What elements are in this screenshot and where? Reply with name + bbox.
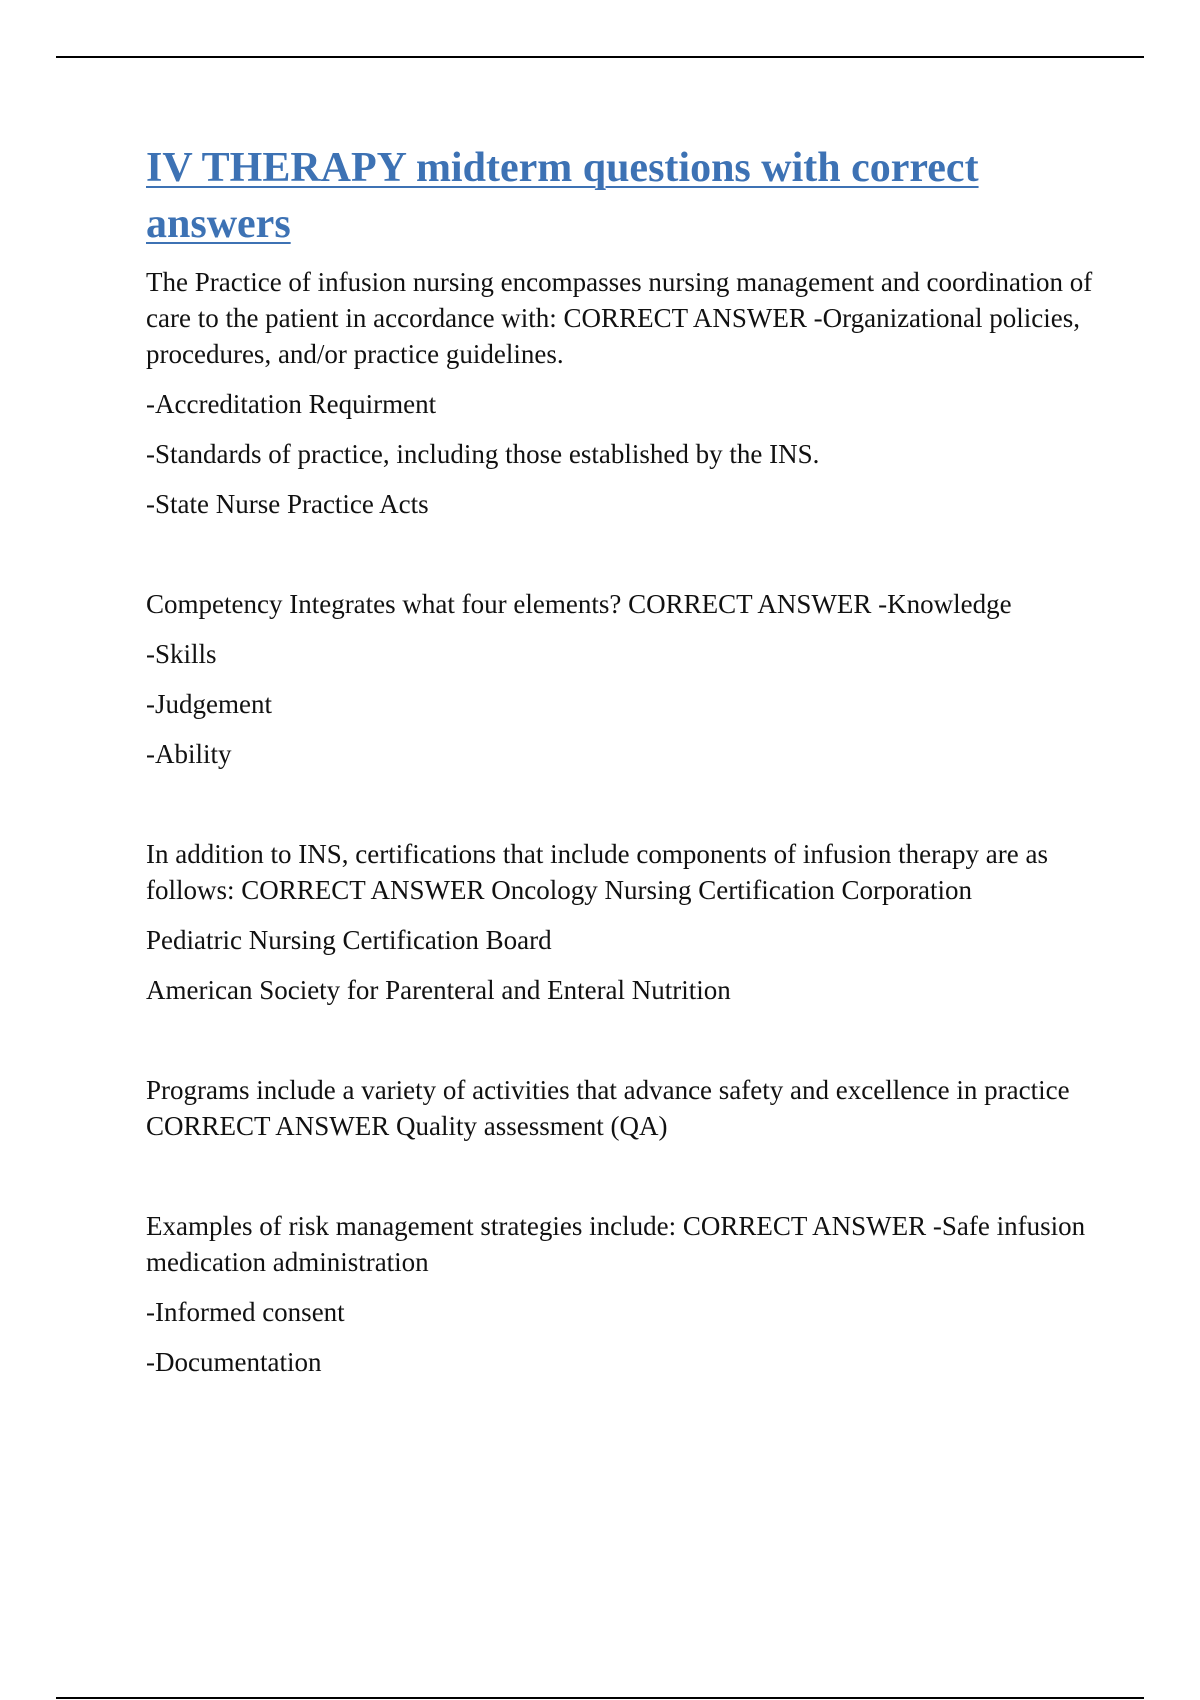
- question-4: Programs include a variety of activities that advance safety and excellence in practice CORRECT ANSWER Quality assessment (QA): [146, 1075, 1070, 1141]
- answer-1-line-3: -State Nurse Practice Acts: [146, 489, 429, 519]
- answer-1-line-1: -Accreditation Requirment: [146, 389, 437, 419]
- question-3: In addition to INS, certifications that include components of infusion therapy are as follows: CORRECT ANSWER Oncology Nursing Certification Corporation: [146, 839, 1049, 905]
- answer-2-line-1: -Skills: [146, 639, 217, 669]
- question-1: The Practice of infusion nursing encompasses nursing management and coordination of care to the patient in accordance with: CORRECT ANSWER -Organizational policies, procedures, and/or practice guidelines.: [146, 267, 1093, 369]
- answer-3-line-2: American Society for Parenteral and Enteral Nutrition: [146, 975, 731, 1005]
- answer-3-line-1: Pediatric Nursing Certification Board: [146, 925, 552, 955]
- bottom-rule: [56, 1697, 1144, 1699]
- answer-5-line-1: -Informed consent: [146, 1297, 345, 1327]
- answer-1-line-2: -Standards of practice, including those established by the INS.: [146, 439, 820, 469]
- top-rule: [56, 56, 1144, 58]
- document-body: [146, 140, 1106, 1394]
- answer-2-line-2: -Judgement: [146, 689, 272, 719]
- question-5: Examples of risk management strategies include: CORRECT ANSWER -Safe infusion medication administration: [146, 1211, 1086, 1277]
- answer-5-line-2: -Documentation: [146, 1347, 322, 1377]
- question-2: Competency Integrates what four elements? CORRECT ANSWER -Knowledge: [146, 589, 1012, 619]
- answer-2-line-3: -Ability: [146, 739, 232, 769]
- document-title[interactable]: IV THERAPY midterm questions with correct answers: [146, 145, 979, 247]
